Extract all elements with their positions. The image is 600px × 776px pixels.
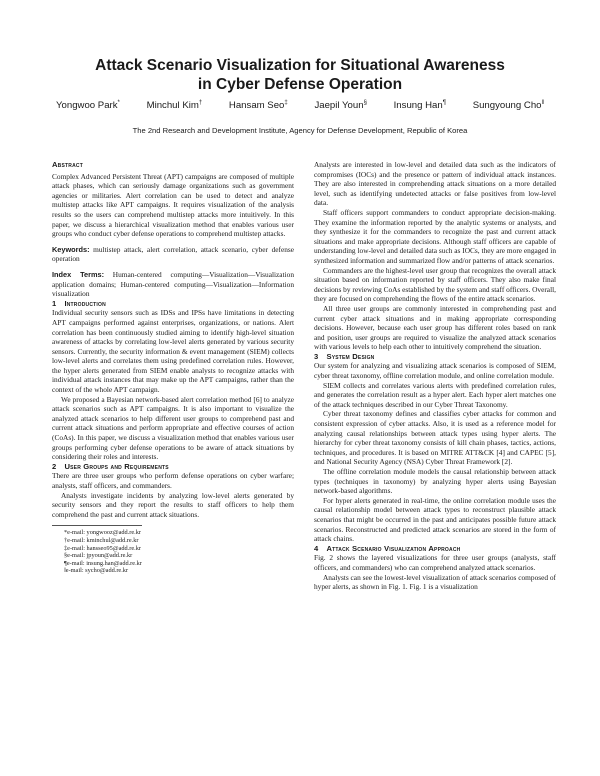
footnotes: [52, 525, 142, 575]
footnote: §e-mail: jpyoun@add.re.kr: [64, 552, 133, 560]
author: Sungyoung Cho‖: [472, 100, 544, 112]
abstract-text: Complex Advanced Persistent Threat (APT) campaigns are composed of multiple attack phases, which can seriously damage organizations such as government agencies or militaries. Alert correlation can be used to detect and analyze multistep attacks like APT campaigns. It requires visualization of the analysis results so the users can comprehend multistep attacks more intuitively. In this paper, we discuss a hierarchical visualization method that enables various user groups who conduct cyber defense operations to comprehend multistep attacks.: [52, 171, 294, 239]
footnote: †e-mail: kminchul@add.re.kr: [64, 536, 139, 544]
author: Minchul Kim†: [146, 100, 203, 112]
footnote: ‡e-mail: hansseo95@add.re.kr: [64, 544, 141, 552]
paragraph: Staff officers support commanders to conduct appropriate decision-making. They examine the information reported by the analytic systems or analysts, and they synthesize it for the commanders to recognize the past and current attack situations and make appropriate decisions. Although staff officers are capable of understanding low-level and detailed data such as IOCs, they are more engaged in synthesized information and summarized flow and/or patterns of attack scenarios.: [314, 207, 556, 265]
paragraph: There are three user groups who perform defense operations on cyber warfare; analysts, staff officers, and commanders.: [52, 471, 294, 490]
paragraph: Analysts can see the lowest-level visualization of attack scenarios composed of hyper alerts, as shown in Fig. 1. Fig. 1 is a visualization: [314, 572, 556, 592]
section-heading-3: 3 System Design: [314, 351, 375, 361]
paper-title: [0, 56, 600, 94]
paragraph: All three user groups are commonly interested in comprehending past and current cyber attack situations and in making appropriate corresponding decisions. However, because each user group has different roles based on rank and position, user groups are required to visualize the analyzed attack scenarios with various levels to help each other to intuitively comprehend the situation.: [314, 303, 556, 352]
footnote: ‖e-mail: sycho@add.re.kr: [64, 567, 129, 575]
section-heading-1: 1 Introduction: [52, 298, 106, 308]
section-heading-2: 2 User Groups and Requirements: [52, 461, 169, 471]
author-list: [56, 100, 544, 111]
paragraph: Commanders are the highest-level user group that recognizes the overall attack situation based on information reported by staff officers. They also make final decisions by reviewing CoAs established by the system and staff officers. Overall, they are focused on comprehending the flows of the entire attack scenarios.: [314, 265, 556, 304]
paragraph: For hyper alerts generated in real-time, the online correlation module uses the causal relationship model between attack types to reconstruct plausible attack scenarios that might be occurred in the past and anticipates possible future attack scenarios. Reconstructed and predicted attack scenarios are stored in the form of attack chains.: [314, 495, 556, 544]
author: Jaepil Youn§: [314, 100, 367, 112]
paragraph: We proposed a Bayesian network-based alert correlation method [6] to analyze attack scenarios such as APT campaigns. It is also important to visualize the analyzed attack scenarios to help different user groups to comprehend past and current attack situations and perform appropriate and effective courses of action (CoAs). In this paper, we discuss a visualization method that enables various user groups performing cyber defense operations to be aware of attack situations by considering their roles and interests.: [52, 394, 294, 462]
author: Hansam Seo‡: [228, 100, 288, 112]
paragraph: Our system for analyzing and visualizing attack scenarios is composed of SIEM, cyber threat taxonomy, offline correlation module, and online correlation module.: [314, 361, 556, 381]
affiliation: The 2nd Research and Development Institute, Agency for Defense Development, Republic of Korea: [132, 126, 468, 135]
title-line-2: in Cyber Defense Operation: [197, 76, 403, 93]
left-column: [52, 160, 294, 575]
paragraph: SIEM collects and correlates various alerts with predefined correlation rules, and generates the correlation result as a hyper alert. Each hyper alert matches one of the attack techniques described in our Cyber Threat Taxonomy.: [314, 380, 556, 409]
paragraph: Analysts investigate incidents by analyzing low-level alerts generated by security sensors and they report the results to staff officers to help them comprehend the past and current attack situations.: [52, 490, 294, 519]
index-terms-text: Human-centered computing—Visualization—Visualization application domains; Human-centered computing—Visualization—Information visualization: [52, 269, 294, 299]
keywords: [52, 245, 294, 264]
index-terms-label: Index Terms:: [52, 269, 105, 279]
keywords-label: Keywords:: [52, 244, 90, 254]
paragraph: The offline correlation module models the causal relationship between attack types (techniques in taxonomy) by analyzing hyper alerts using Bayesian network-based algorithms.: [314, 467, 556, 496]
paragraph: Individual security sensors such as IDSs and IPSs have limitations in detecting APT campaigns performed against enterprises, organizations, or nations. Alert correlation has been continuously studied aiming to identify high-level situation awareness of attacks by correlating low-level alerts generated by various security sensors. Currently, the security information & event management (SIEM) collects low-level alerts and correlates them using predefined correlation rules. However, the hyper alerts generated from SIEM enable analysts to recognize attacks with individual attack instances that may make up the APT campaigns, rather than the context of the whole APT campaign.: [52, 308, 294, 395]
paragraph: Fig. 2 shows the layered visualizations for three user groups (analysts, staff officers, and commanders) who can comprehend analyzed attack scenarios.: [314, 553, 556, 572]
author: Insung Han¶: [393, 100, 446, 112]
footnote: ¶e-mail: insung.han@add.re.kr: [64, 559, 142, 567]
index-terms: [52, 270, 294, 299]
section-heading-4: 4 Attack Scenario Visualization Approach: [314, 543, 461, 553]
paragraph: Cyber threat taxonomy defines and classifies cyber attacks for common and consistent expression of cyber attacks. Also, it is used as a reference model for analyzing causal relationships between attack types using hyper alerts. The hierarchy for cyber threat taxonomy consists of kill chain phases, tactics, actions, techniques, and procedures. It is based on MITRE ATT&CK [4] and CAPEC [5], and National Security Agency (NSA) Cyber Threat Framework [2].: [314, 409, 556, 467]
title-line-1: Attack Scenario Visualization for Situational Awareness: [95, 57, 505, 74]
keywords-text: multistep attack, alert correlation, attack scenario, cyber defense operation: [52, 244, 294, 264]
right-column: [314, 160, 556, 592]
author: Yongwoo Park*: [56, 100, 120, 112]
footnote: *e-mail: yongwooz@add.re.kr: [64, 529, 141, 537]
abstract-heading: Abstract: [52, 160, 83, 169]
paragraph: Analysts are interested in low-level and detailed data such as the indicators of compromises (IOCs) and the presence or pattern of individual attack instances. They are also interested in comprehending attack situations on a more detailed level, such as identifying undetected attacks or false positives from low-level data.: [314, 160, 556, 208]
